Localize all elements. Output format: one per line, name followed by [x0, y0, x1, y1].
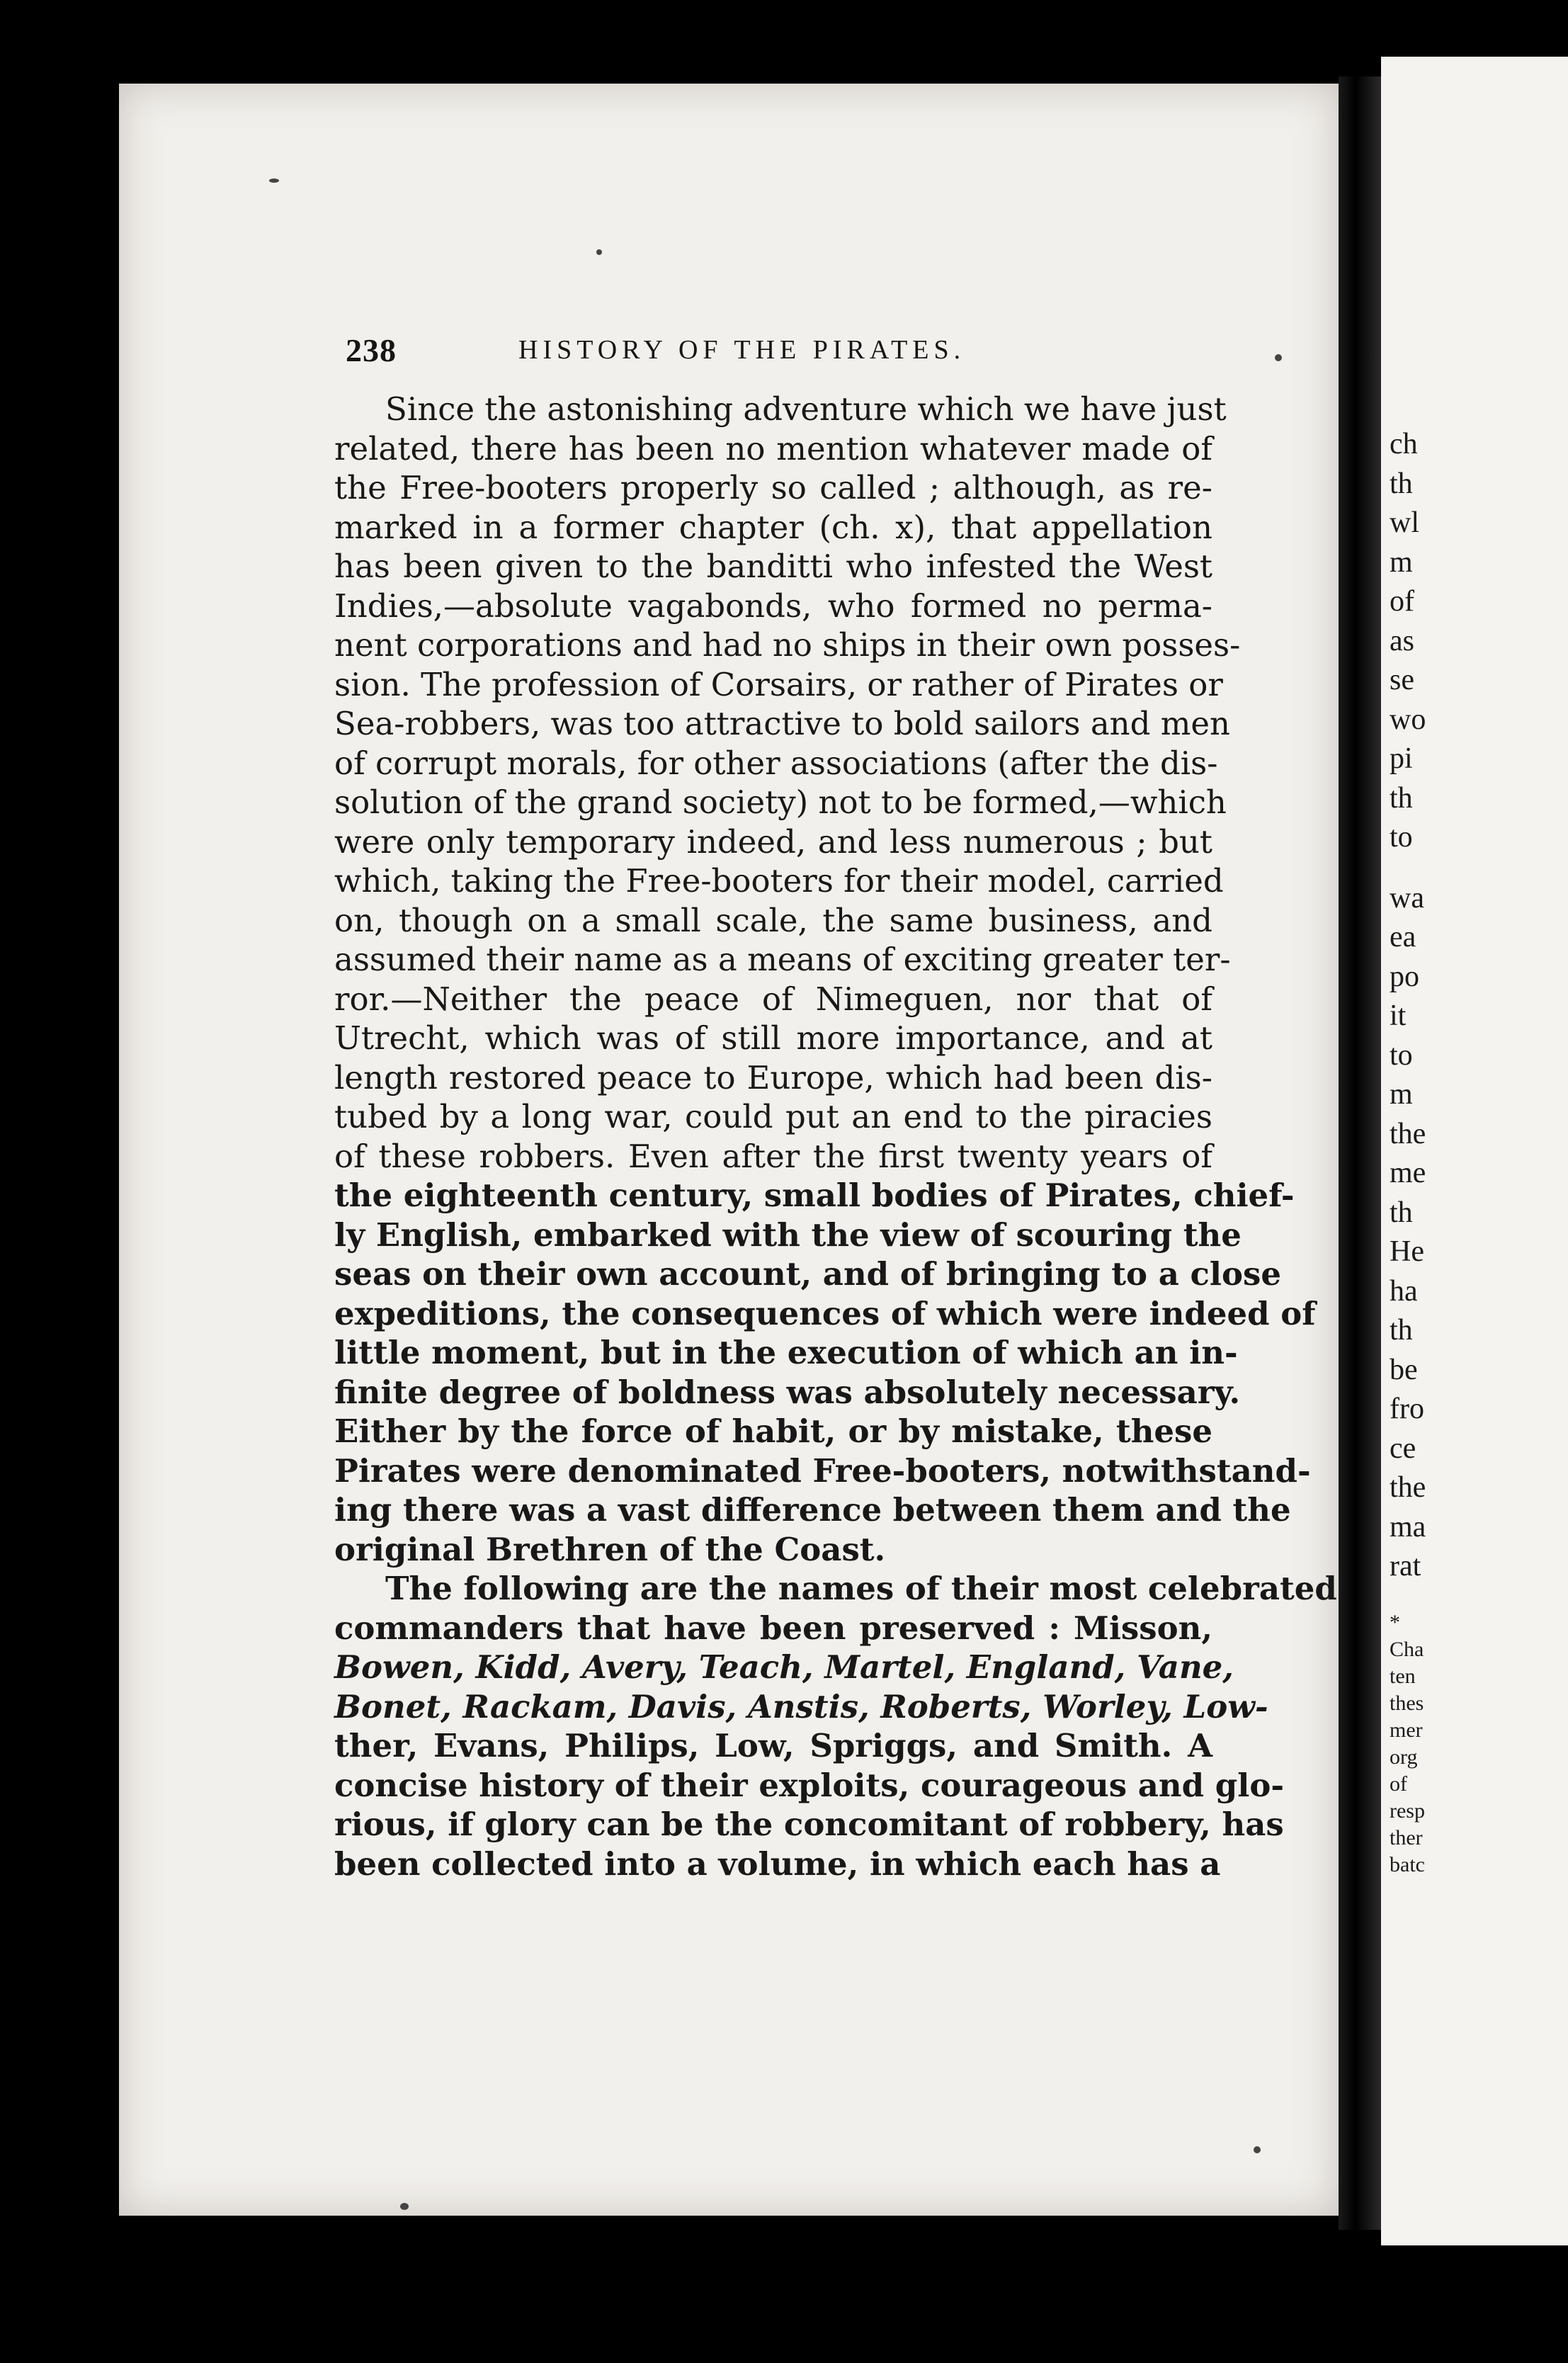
text-line: Bowen, Kidd, Avery, Teach, Martel, England, Vane, [334, 1648, 1234, 1686]
fragment-line: po [1390, 960, 1419, 993]
fragment-footnote-line: thes [1390, 1691, 1424, 1715]
text-line: Bonet, Rackam, Davis, Anstis, Roberts, Worley, Low- [334, 1687, 1268, 1726]
body-text [334, 390, 1337, 1883]
fragment-line: fro [1390, 1393, 1424, 1425]
text-line: commanders that have been preserved : Misson, [334, 1609, 1212, 1647]
fragment-line: the [1390, 1471, 1426, 1504]
text-line: has been given to the banditti who infested the West [334, 548, 1212, 585]
fragment-line: ea [1390, 921, 1416, 953]
scan-speck [269, 178, 279, 183]
scan-speck [596, 249, 602, 255]
fragment-line: He [1390, 1235, 1424, 1268]
text-line: which, taking the Free-booters for their model, carried [334, 862, 1224, 900]
page-number: 238 [346, 332, 397, 368]
text-line: rious, if glory can be the concomitant of robbery, has [334, 1806, 1284, 1843]
page-header [346, 332, 1280, 374]
text-line: the eighteenth century, small bodies of Pirates, chief- [334, 1177, 1295, 1214]
text-line: length restored peace to Europe, which had been dis- [334, 1058, 1212, 1096]
scan-speck [1254, 2146, 1261, 2153]
fragment-line: th [1390, 1314, 1413, 1347]
text-line: related, there has been no mention whatever made of [334, 429, 1212, 468]
fragment-line: it [1390, 999, 1407, 1032]
text-line: expeditions, the consequences of which were indeed of [334, 1294, 1316, 1332]
text-line: concise history of their exploits, courageous and glo- [334, 1766, 1285, 1804]
fragment-line: wl [1390, 506, 1419, 539]
fragment-line: ha [1390, 1274, 1418, 1308]
fragment-line: pi [1390, 742, 1413, 775]
right-book-page-fragment [1381, 57, 1568, 2245]
fragment-line: to [1390, 1038, 1413, 1072]
fragment-line: se [1390, 664, 1414, 696]
text-line: were only temporary indeed, and less numerous ; but [334, 822, 1212, 861]
book-gutter [1339, 76, 1381, 2230]
text-line: of corrupt morals, for other associations (after the dis- [334, 744, 1218, 782]
fragment-line: as [1390, 624, 1414, 657]
text-line: Utrecht, which was of still more importance, and at [334, 1019, 1212, 1057]
text-line: ly English, embarked with the view of scouring the [334, 1216, 1242, 1254]
fragment-line: be [1390, 1353, 1418, 1386]
text-line: finite degree of boldness was absolutely necessary. [334, 1373, 1241, 1411]
fragment-footnote-line: ten [1390, 1664, 1416, 1688]
fragment-line: m [1390, 545, 1413, 579]
text-line: nent corporations and had no ships in their own posses- [334, 626, 1241, 664]
text-line: little moment, but in the execution of which an in- [334, 1334, 1238, 1371]
text-line: solution of the grand society) not to be formed,—which [334, 783, 1227, 821]
text-line: assumed their name as a means of exciting greater ter- [334, 941, 1231, 978]
fragment-footnote-line: resp [1390, 1798, 1425, 1823]
text-line: original Brethren of the Coast. [334, 1530, 886, 1568]
text-line: been collected into a volume, in which each has a [334, 1844, 1221, 1883]
fragment-line: ce [1390, 1432, 1416, 1465]
fragment-line: rat [1390, 1550, 1421, 1582]
text-line: ther, Evans, Philips, Low, Spriggs, and Smith. A [334, 1727, 1212, 1764]
text-line: of these robbers. Even after the first twenty years of [334, 1137, 1212, 1175]
fragment-line: me [1390, 1157, 1426, 1189]
text-line: marked in a former chapter (ch. x), that appellation [334, 508, 1212, 546]
text-line: ror.—Neither the peace of Nimeguen, nor that of [334, 980, 1212, 1018]
fragment-line: th [1390, 467, 1413, 500]
text-line: tubed by a long war, could put an end to the piracies [334, 1098, 1212, 1135]
scan-speck [1275, 354, 1282, 361]
fragment-line: to [1390, 821, 1413, 854]
fragment-footnote-line: org [1390, 1745, 1418, 1769]
text-line: on, though on a small scale, the same business, and [334, 901, 1212, 939]
fragment-footnote-line: ther [1390, 1825, 1423, 1849]
fragment-footnote-line: Cha [1390, 1637, 1424, 1661]
fragment-line: of [1390, 585, 1414, 618]
fragment-line: th [1390, 781, 1413, 815]
text-line: the Free-booters properly so called ; although, as re- [334, 469, 1212, 506]
fragment-line: ma [1390, 1510, 1426, 1543]
fragment-line: wa [1390, 881, 1424, 914]
fragment-line: wo [1390, 703, 1426, 736]
text-line: Either by the force of habit, or by mistake, these [334, 1412, 1212, 1450]
running-head-title: HISTORY OF THE PIRATES. [518, 335, 966, 365]
fragment-footnote-line: mer [1390, 1718, 1423, 1742]
text-line: Indies,—absolute vagabonds, who formed no perma- [334, 586, 1212, 625]
fragment-footnote-line: batc [1390, 1852, 1425, 1876]
scan-speck [400, 2203, 409, 2210]
fragment-footnote-line: of [1390, 1772, 1407, 1796]
text-line: seas on their own account, and of bringing to a close [334, 1255, 1281, 1293]
text-line: Pirates were denominated Free-booters, notwithstand- [334, 1451, 1311, 1490]
fragment-line: m [1390, 1078, 1413, 1111]
fragment-line: the [1390, 1117, 1426, 1150]
text-line: Since the astonishing adventure which we have just [385, 390, 1227, 428]
fragment-line: th [1390, 1196, 1413, 1229]
fragment-line: ch [1390, 428, 1418, 460]
right-page-text-fragments [1390, 425, 1567, 1878]
text-line: The following are the names of their most celebrated [385, 1570, 1337, 1607]
text-line: sion. The profession of Corsairs, or rather of Pirates or [334, 665, 1223, 703]
text-line: Sea-robbers, was too attractive to bold sailors and men [334, 705, 1231, 742]
fragment-footnote-line: * [1390, 1610, 1400, 1634]
text-line: ing there was a vast difference between them and the [334, 1491, 1291, 1529]
